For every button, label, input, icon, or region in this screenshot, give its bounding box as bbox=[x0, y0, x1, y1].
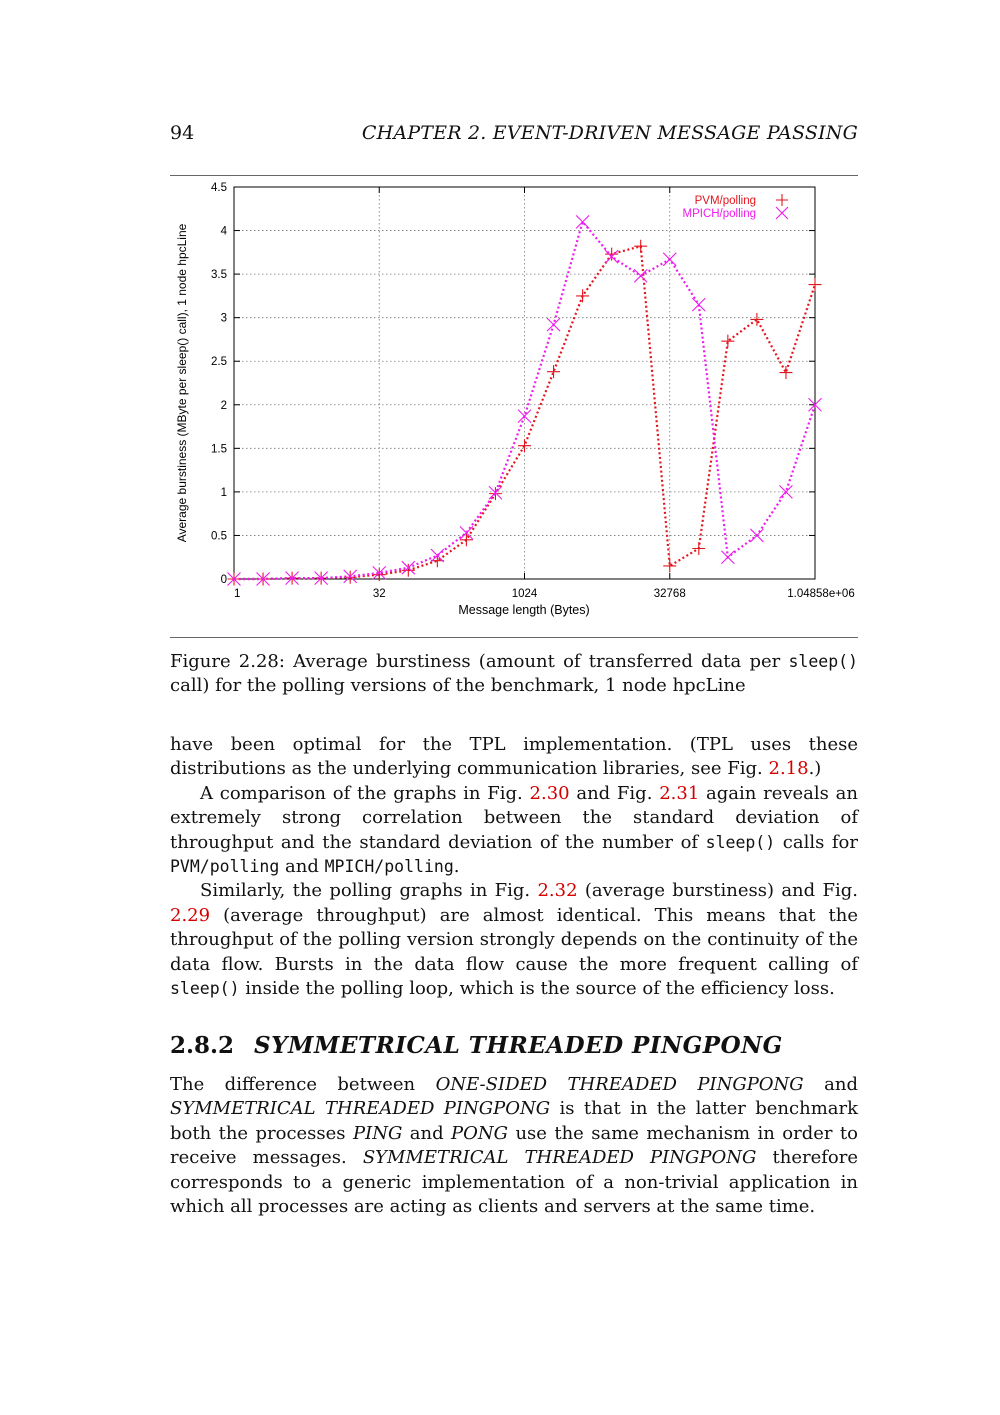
caption-text: Average burstiness (amount of transferred data per bbox=[293, 651, 781, 672]
page-number: 94 bbox=[170, 122, 195, 144]
section-heading bbox=[170, 1032, 858, 1059]
data-point-plus-marker bbox=[776, 194, 788, 206]
data-point-cross-marker bbox=[634, 269, 647, 282]
y-tick-label: 4 bbox=[220, 225, 227, 238]
data-point-plus-marker bbox=[663, 559, 676, 572]
data-point-plus-marker bbox=[779, 366, 792, 379]
data-point-cross-marker bbox=[750, 529, 763, 542]
data-point-plus-marker bbox=[518, 439, 531, 452]
chart-grid bbox=[234, 187, 815, 579]
data-point-plus-marker bbox=[576, 289, 589, 302]
y-tick-label: 1.5 bbox=[211, 443, 227, 456]
paragraph: A comparison of the graphs in Fig. 2.30 and Fig. 2.31 again reveals an extremely strong correlation between the standard deviation of throughput and the standard deviation of the number of sleep() calls for PVM/polling and MPICH/polling. bbox=[170, 782, 858, 878]
caption-code: sleep() bbox=[788, 652, 858, 671]
figure-reference-link[interactable]: 2.18 bbox=[768, 758, 809, 780]
section-number: 2.8.2 bbox=[170, 1032, 235, 1059]
legend-entry-label: PVM/polling bbox=[694, 195, 756, 207]
x-tick-label: 1024 bbox=[511, 588, 538, 600]
y-tick-label: 0 bbox=[220, 574, 227, 586]
body-text bbox=[170, 733, 858, 1001]
section-paragraph: The difference between ONE-SIDED THREADED PINGPONG and SYMMETRICAL THREADED PINGPONG is that in the latter benchmark both the processes PING and PONG use the same mechanism in order to receive messages. SYMMETRICAL THREADED PINGPONG therefore corresponds to a generic implementation of a non-trivial application in which all processes are acting as clients and servers at the same time. bbox=[170, 1074, 859, 1218]
figure-reference-link[interactable]: 2.30 bbox=[529, 782, 570, 804]
y-tick-label: 0.5 bbox=[211, 530, 227, 543]
data-point-plus-marker bbox=[605, 248, 618, 261]
data-point-cross-marker bbox=[776, 207, 788, 219]
y-tick-label: 4.5 bbox=[211, 182, 227, 194]
y-tick-label: 3 bbox=[220, 312, 227, 325]
y-axis-label: Average burstiness (MByte per sleep() call), 1 node hpcLine bbox=[175, 223, 189, 543]
figure-bottom-rule bbox=[170, 637, 858, 638]
y-tick-label: 2 bbox=[220, 399, 227, 412]
x-tick-label: 32768 bbox=[653, 588, 686, 600]
data-point-cross-marker bbox=[576, 215, 589, 228]
caption-label: Figure 2.28: bbox=[170, 651, 285, 672]
data-point-plus-marker bbox=[809, 278, 822, 291]
data-point-plus-marker bbox=[692, 542, 705, 555]
inline-code: MPICH/polling bbox=[324, 857, 454, 877]
x-tick-label: 1 bbox=[234, 588, 241, 600]
y-tick-label: 1 bbox=[220, 486, 227, 499]
burstiness-chart bbox=[170, 176, 858, 626]
figure-reference-link[interactable]: 2.32 bbox=[537, 880, 578, 902]
figure-caption bbox=[170, 650, 858, 698]
x-tick-label: 32 bbox=[372, 588, 386, 600]
running-head: CHAPTER 2. EVENT-DRIVEN MESSAGE PASSING bbox=[361, 122, 858, 144]
inline-code: PVM/polling bbox=[170, 857, 280, 877]
chart-legend bbox=[683, 194, 789, 220]
data-point-plus-marker bbox=[547, 365, 560, 378]
y-tick-label: 2.5 bbox=[211, 356, 227, 369]
data-point-cross-marker bbox=[547, 318, 560, 331]
inline-code: sleep() bbox=[170, 979, 240, 999]
section-title: SYMMETRICAL THREADED PINGPONG bbox=[254, 1032, 783, 1059]
figure-reference-link[interactable]: 2.29 bbox=[170, 904, 211, 926]
paragraph: Similarly, the polling graphs in Fig. 2.32 (average burstiness) and Fig. 2.29 (average throughput) are almost identical. This means that the throughput of the polling version strongly depends on the continuity of the data flow. Bursts in the data flow cause the more frequent calling of sleep() inside the polling loop, which is the source of the efficiency loss. bbox=[170, 880, 858, 1000]
y-tick-label: 3.5 bbox=[211, 269, 227, 282]
caption-text-end: call) for the polling versions of the benchmark, 1 node hpcLine bbox=[170, 675, 746, 696]
legend-entry-label: MPICH/polling bbox=[682, 208, 756, 220]
paragraph: have been optimal for the TPL implementation. (TPL uses these distributions as the underlying communication libraries, see Fig. 2.18.) bbox=[170, 734, 858, 780]
x-tick-label: 1.04858e+06 bbox=[787, 588, 855, 600]
data-point-plus-marker bbox=[634, 240, 647, 253]
inline-code: sleep() bbox=[705, 832, 776, 852]
figure-reference-link[interactable]: 2.31 bbox=[659, 782, 700, 804]
data-point-cross-marker bbox=[692, 298, 705, 311]
x-axis-label: Message length (Bytes) bbox=[458, 603, 590, 617]
